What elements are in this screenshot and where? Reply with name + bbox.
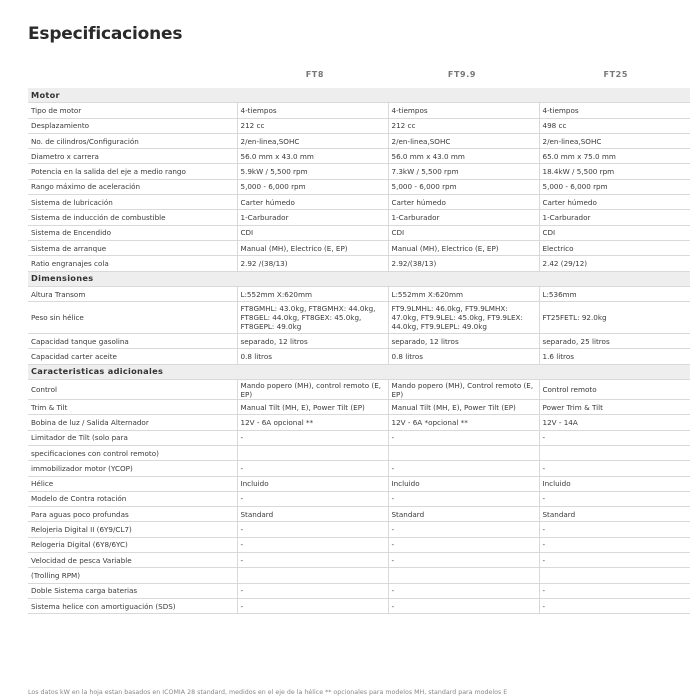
row-label: Sistema helice con amortiguación (SDS)	[28, 598, 237, 613]
cell-ft25: Incluido	[539, 476, 690, 491]
table-row	[28, 522, 690, 537]
cell-ft9-9: separado, 12 litros	[388, 334, 539, 349]
cell-ft9-9: -	[388, 522, 539, 537]
cell-ft9-9: 56.0 mm x 43.0 mm	[388, 149, 539, 164]
cell-ft9-9: Mando popero (MH), Control remoto (E, EP)	[388, 380, 539, 400]
cell-ft8: 212 cc	[237, 118, 388, 133]
table-row	[28, 583, 690, 598]
cell-ft9-9	[388, 445, 539, 460]
cell-ft9-9: 2/en-linea,SOHC	[388, 133, 539, 148]
column-header-ft9-9: FT9.9	[447, 70, 476, 79]
cell-ft25: -	[539, 430, 690, 445]
cell-ft8: 4-tiempos	[237, 103, 388, 118]
cell-ft25: 1-Carburador	[539, 210, 690, 225]
cell-ft8: separado, 12 litros	[237, 334, 388, 349]
table-row	[28, 179, 690, 194]
row-label: immobilizador motor (YCOP)	[28, 461, 237, 476]
cell-ft25: FT25FETL: 92.0kg	[539, 302, 690, 334]
cell-ft8: 2.92 /(38/13)	[237, 256, 388, 271]
table-row	[28, 240, 690, 255]
cell-ft9-9: Standard	[388, 507, 539, 522]
cell-ft25: -	[539, 461, 690, 476]
row-label: Capacidad carter aceite	[28, 349, 237, 364]
cell-ft9-9: L:552mm X:620mm	[388, 286, 539, 301]
cell-ft8: -	[237, 598, 388, 613]
cell-ft25: CDI	[539, 225, 690, 240]
row-label: Relojeria Digital II (6Y9/CL7)	[28, 522, 237, 537]
table-row	[28, 445, 690, 460]
cell-ft9-9: -	[388, 553, 539, 568]
row-label: Limitador de Tilt (solo para	[28, 430, 237, 445]
table-row	[28, 415, 690, 430]
table-row	[28, 225, 690, 240]
cell-ft8	[237, 568, 388, 583]
cell-ft8: Manual (MH), Electrico (E, EP)	[237, 240, 388, 255]
cell-ft25: -	[539, 553, 690, 568]
cell-ft9-9: -	[388, 491, 539, 506]
row-label: Altura Transom	[28, 286, 237, 301]
cell-ft8: 1-Carburador	[237, 210, 388, 225]
table-row	[28, 400, 690, 415]
cell-ft9-9: -	[388, 583, 539, 598]
cell-ft9-9: 4-tiempos	[388, 103, 539, 118]
table-row	[28, 334, 690, 349]
cell-ft8: -	[237, 537, 388, 552]
cell-ft9-9: 2.92/(38/13)	[388, 256, 539, 271]
cell-ft9-9: Carter húmedo	[388, 195, 539, 210]
cell-ft8: -	[237, 583, 388, 598]
table-row	[28, 195, 690, 210]
row-label: specificaciones con control remoto)	[28, 445, 237, 460]
cell-ft25: -	[539, 522, 690, 537]
cell-ft8	[237, 445, 388, 460]
row-label: Peso sin hélice	[28, 302, 237, 334]
section-title: Dimensiones	[28, 271, 690, 286]
cell-ft9-9: Incluido	[388, 476, 539, 491]
cell-ft9-9: FT9.9LMHL: 46.0kg, FT9.9LMHX: 47.0kg, FT9.9LEL: 45.0kg, FT9.9LEX: 44.0kg, FT9.9LEPL: 49.0kg	[388, 302, 539, 334]
specifications-table-body	[28, 88, 690, 614]
cell-ft9-9: 12V - 6A *opcional **	[388, 415, 539, 430]
row-label: Sistema de inducción de combustible	[28, 210, 237, 225]
cell-ft25: 498 cc	[539, 118, 690, 133]
specifications-table	[28, 88, 690, 614]
cell-ft25: Standard	[539, 507, 690, 522]
cell-ft25: -	[539, 598, 690, 613]
row-label: Sistema de lubricación	[28, 195, 237, 210]
section-header-row	[28, 364, 690, 379]
cell-ft25: L:536mm	[539, 286, 690, 301]
cell-ft8: Manual Tilt (MH, E), Power Tilt (EP)	[237, 400, 388, 415]
cell-ft8: 5.9kW / 5,500 rpm	[237, 164, 388, 179]
column-header-ft25: FT25	[603, 70, 628, 79]
row-label: Control	[28, 380, 237, 400]
row-label: (Trolling RPM)	[28, 568, 237, 583]
row-label: Modelo de Contra rotación	[28, 491, 237, 506]
cell-ft25	[539, 568, 690, 583]
table-row	[28, 164, 690, 179]
table-row	[28, 133, 690, 148]
cell-ft8: -	[237, 430, 388, 445]
cell-ft25: 2/en-linea,SOHC	[539, 133, 690, 148]
cell-ft9-9: -	[388, 537, 539, 552]
table-row	[28, 507, 690, 522]
cell-ft8: Carter húmedo	[237, 195, 388, 210]
cell-ft9-9: Manual (MH), Electrico (E, EP)	[388, 240, 539, 255]
row-label: Rango máximo de aceleración	[28, 179, 237, 194]
section-title: Caracteristicas adicionales	[28, 364, 690, 379]
cell-ft8: L:552mm X:620mm	[237, 286, 388, 301]
footnote: Los datos kW en la hoja estan basados en ICOMIA 28 standard, medidos en el eje de la hélice ** opcionales para modelos MH, standard para modelos E	[28, 689, 508, 696]
row-label: Doble Sistema carga baterias	[28, 583, 237, 598]
cell-ft9-9: 5,000 - 6,000 rpm	[388, 179, 539, 194]
cell-ft9-9: CDI	[388, 225, 539, 240]
table-row	[28, 568, 690, 583]
cell-ft25: -	[539, 491, 690, 506]
table-row	[28, 210, 690, 225]
section-title: Motor	[28, 88, 690, 103]
cell-ft25: 5,000 - 6,000 rpm	[539, 179, 690, 194]
cell-ft8: -	[237, 491, 388, 506]
table-row	[28, 286, 690, 301]
row-label: Trim & Tilt	[28, 400, 237, 415]
row-label: Potencia en la salida del eje a medio rango	[28, 164, 237, 179]
cell-ft8: 0.8 litros	[237, 349, 388, 364]
cell-ft25: -	[539, 583, 690, 598]
cell-ft9-9: 0.8 litros	[388, 349, 539, 364]
cell-ft8: 2/en-linea,SOHC	[237, 133, 388, 148]
cell-ft25: -	[539, 537, 690, 552]
row-label: Capacidad tanque gasolina	[28, 334, 237, 349]
cell-ft9-9: 7.3kW / 5,500 rpm	[388, 164, 539, 179]
table-row	[28, 149, 690, 164]
cell-ft9-9: -	[388, 598, 539, 613]
table-row	[28, 118, 690, 133]
cell-ft25	[539, 445, 690, 460]
cell-ft8: FT8GMHL: 43.0kg, FT8GMHX: 44.0kg, FT8GEL: 44.0kg, FT8GEX: 45.0kg, FT8GEPL: 49.0kg	[237, 302, 388, 334]
model-column-headers	[0, 70, 692, 86]
row-label: Bobina de luz / Salida Alternador	[28, 415, 237, 430]
row-label: Sistema de arranque	[28, 240, 237, 255]
cell-ft8: 56.0 mm x 43.0 mm	[237, 149, 388, 164]
cell-ft9-9: Manual Tilt (MH, E), Power Tilt (EP)	[388, 400, 539, 415]
cell-ft25: separado, 25 litros	[539, 334, 690, 349]
cell-ft25: 4-tiempos	[539, 103, 690, 118]
table-row	[28, 537, 690, 552]
row-label: Para aguas poco profundas	[28, 507, 237, 522]
row-label: Tipo de motor	[28, 103, 237, 118]
row-label: Diametro x carrera	[28, 149, 237, 164]
cell-ft9-9	[388, 568, 539, 583]
cell-ft8: -	[237, 522, 388, 537]
page-title: Especificaciones	[28, 24, 183, 44]
section-header-row	[28, 88, 690, 103]
cell-ft8: Mando popero (MH), control remoto (E, EP)	[237, 380, 388, 400]
table-row	[28, 256, 690, 271]
cell-ft25: 65.0 mm x 75.0 mm	[539, 149, 690, 164]
table-row	[28, 430, 690, 445]
section-header-row	[28, 271, 690, 286]
cell-ft25: Control remoto	[539, 380, 690, 400]
cell-ft25: Power Trim & Tilt	[539, 400, 690, 415]
cell-ft9-9: 1-Carburador	[388, 210, 539, 225]
cell-ft8: 5,000 - 6,000 rpm	[237, 179, 388, 194]
row-label: Hélice	[28, 476, 237, 491]
cell-ft9-9: -	[388, 430, 539, 445]
table-row	[28, 461, 690, 476]
cell-ft25: Electrico	[539, 240, 690, 255]
cell-ft25: Carter húmedo	[539, 195, 690, 210]
cell-ft8: -	[237, 461, 388, 476]
table-row	[28, 476, 690, 491]
table-row	[28, 598, 690, 613]
table-row	[28, 103, 690, 118]
row-label: Ratio engranajes cola	[28, 256, 237, 271]
cell-ft8: CDI	[237, 225, 388, 240]
cell-ft8: 12V - 6A opcional **	[237, 415, 388, 430]
row-label: Sistema de Encendido	[28, 225, 237, 240]
cell-ft25: 18.4kW / 5,500 rpm	[539, 164, 690, 179]
cell-ft25: 12V - 14A	[539, 415, 690, 430]
table-row	[28, 491, 690, 506]
table-row	[28, 380, 690, 400]
cell-ft25: 1.6 litros	[539, 349, 690, 364]
row-label: Relogeria Digital (6Y8/6YC)	[28, 537, 237, 552]
cell-ft9-9: -	[388, 461, 539, 476]
row-label: No. de cilindros/Configuración	[28, 133, 237, 148]
table-row	[28, 302, 690, 334]
table-row	[28, 349, 690, 364]
cell-ft9-9: 212 cc	[388, 118, 539, 133]
table-row	[28, 553, 690, 568]
cell-ft25: 2.42 (29/12)	[539, 256, 690, 271]
row-label: Desplazamiento	[28, 118, 237, 133]
row-label: Velocidad de pesca Variable	[28, 553, 237, 568]
cell-ft8: Incluido	[237, 476, 388, 491]
cell-ft8: Standard	[237, 507, 388, 522]
column-header-ft8: FT8	[305, 70, 324, 79]
cell-ft8: -	[237, 553, 388, 568]
